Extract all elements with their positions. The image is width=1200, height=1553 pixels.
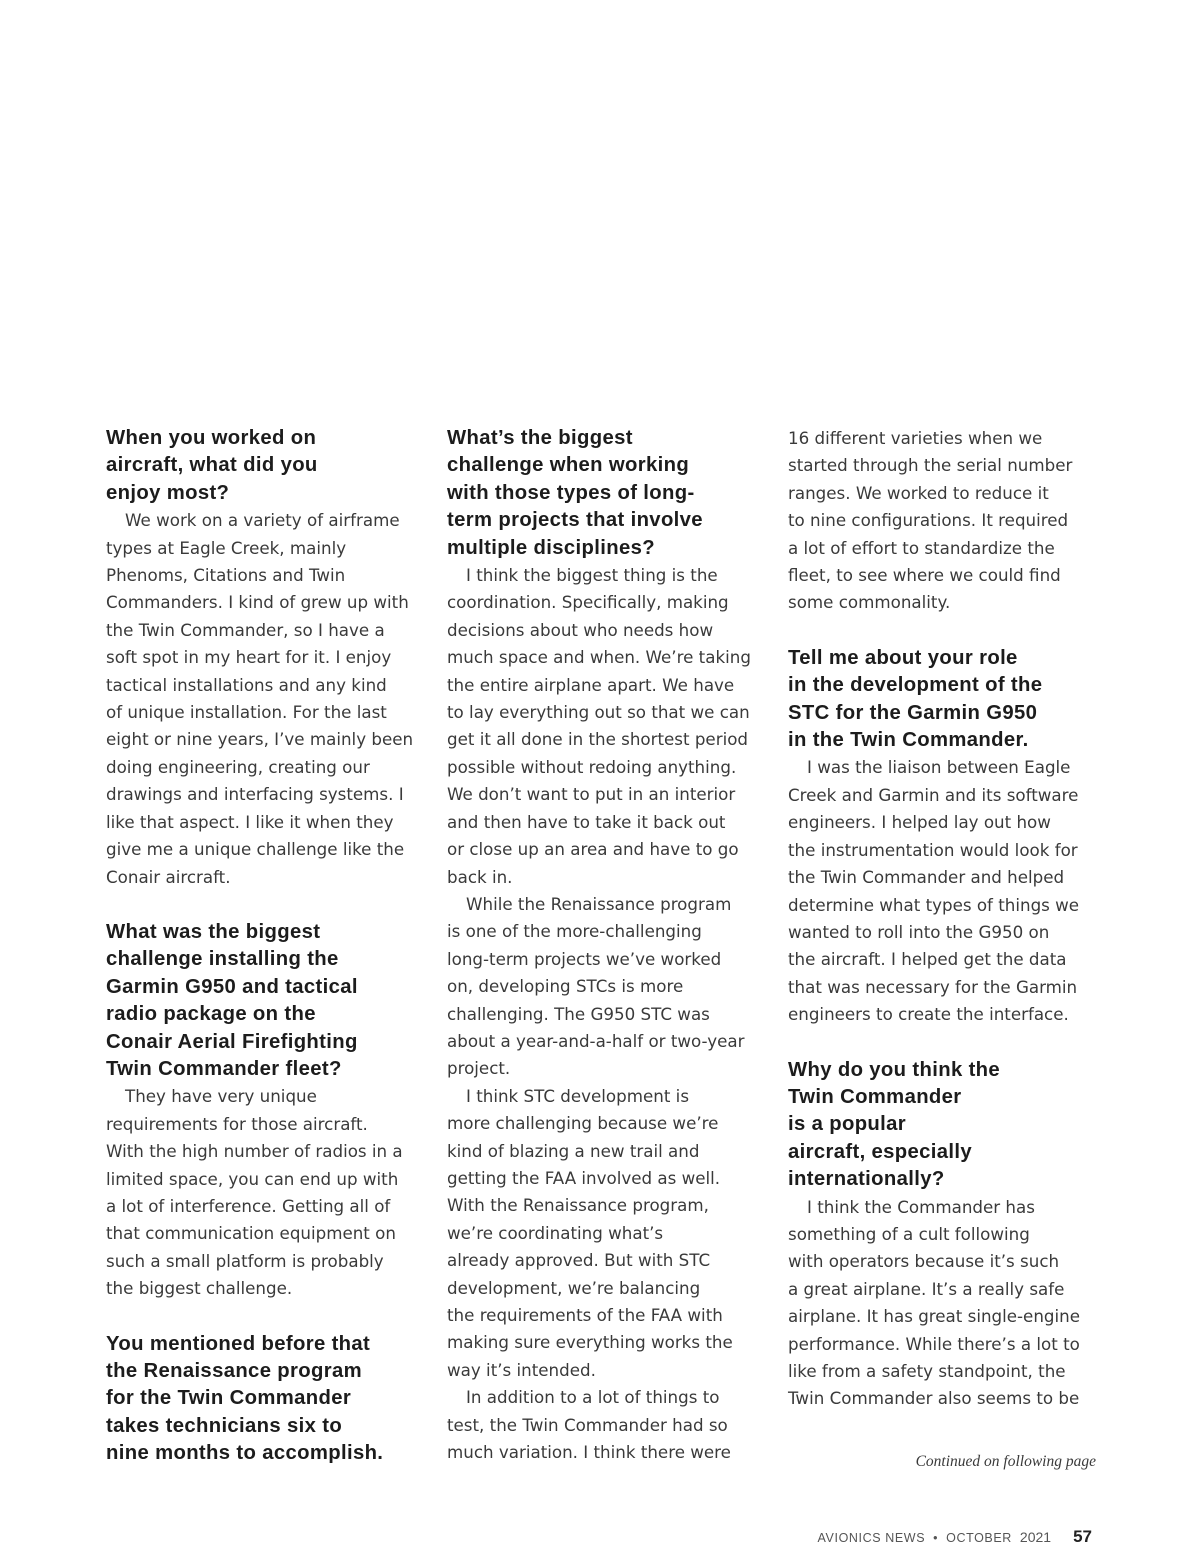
text-line: eight or nine years, I’ve mainly been [106,729,414,750]
text-line: some commonality. [788,592,951,613]
question-heading [447,425,749,562]
text-line: internationally? [788,1168,945,1191]
text-line: requirements for those aircraft. [106,1113,368,1134]
text-line: ranges. We worked to reduce it [788,482,1049,503]
text-line: You mentioned before that [106,1332,371,1355]
text-line: the instrumentation would look for [788,839,1078,860]
text-line: aircraft, what did you [106,454,318,477]
text-line: with operators because it’s such [788,1251,1060,1272]
text-line: determine what types of things we [788,894,1080,915]
text-line: fleet, to see where we could find [788,565,1061,586]
text-line: or close up an area and have to go [447,839,739,860]
question-heading [788,645,1090,755]
text-line: a lot of interference. Getting all of [106,1195,391,1216]
text-line: project. [447,1058,511,1079]
text-line: Conair Aerial Firefighting [106,1030,358,1053]
question-heading [106,919,408,1083]
text-line: limited space, you can end up with [106,1168,399,1189]
text-line: What was the biggest [106,920,321,943]
text-line: When you worked on [106,427,317,449]
text-line: airplane. It has great single-engine [788,1306,1080,1327]
text-line: of unique installation. For the last [106,702,387,723]
text-line: more challenging because we’re [447,1113,719,1134]
text-line: on, developing STCs is more [447,976,684,997]
text-line: about a year-and-a-half or two-year [447,1030,745,1051]
text-line: nine months to accomplish. [106,1442,384,1465]
column-3 [788,425,1090,1413]
text-line: With the Renaissance program, [447,1195,709,1216]
text-line: Phenoms, Citations and Twin [106,565,346,586]
answer-paragraph [447,1384,749,1466]
text-line: that communication equipment on [106,1223,396,1244]
text-line: With the high number of radios in a [106,1141,403,1162]
answer-paragraph [447,1083,749,1384]
text-line: a lot of effort to standardize the [788,537,1055,558]
text-line: possible without redoing anything. [447,756,737,777]
text-line: in the development of the [788,674,1043,697]
text-line: Conair aircraft. [106,866,231,887]
text-line: While the Renaissance program [466,893,732,914]
text-line: engineers. I helped lay out how [788,812,1051,833]
text-line: the Renaissance program [106,1360,363,1382]
text-line: tactical installations and any kind [106,674,387,695]
text-line: radio package on the [106,1003,316,1026]
answer-paragraph-continued [788,425,1090,617]
text-line: STC for the Garmin G950 [788,701,1038,724]
text-line: is one of the more-challenging [447,921,702,942]
answer-paragraph [788,754,1090,1028]
text-line: doing engineering, creating our [106,756,370,777]
question-heading [106,425,408,507]
text-line: much space and when. We’re taking [447,647,751,668]
text-line: Commanders. I kind of grew up with [106,592,409,613]
text-line: challenging. The G950 STC was [447,1003,710,1024]
text-line: term projects that involve [447,509,703,532]
text-line: Twin Commander [788,1085,962,1108]
text-line: I think STC development is [466,1085,690,1106]
text-line: soft spot in my heart for it. I enjoy [106,647,392,668]
text-line: getting the FAA involved as well. [447,1167,721,1188]
text-line: wanted to roll into the G950 on [788,921,1050,942]
text-line: development, we’re balancing [447,1277,701,1298]
text-line: decisions about who needs how [447,619,714,640]
text-line: long-term projects we’ve worked [447,948,722,969]
text-line: kind of blazing a new trail and [447,1140,700,1161]
text-line: challenge installing the [106,948,339,971]
text-line: to lay everything out so that we can [447,702,750,723]
issue-year: 2021 [1019,1529,1052,1545]
answer-paragraph [447,562,749,891]
text-line: the aircraft. I helped get the data [788,949,1067,970]
text-line: way it’s intended. [447,1359,596,1380]
text-line: give me a unique challenge like the [106,839,405,860]
text-line: the requirements of the FAA with [447,1305,723,1325]
text-line: we’re coordinating what’s [447,1222,664,1243]
text-line: Creek and Garmin and its software [788,784,1079,805]
answer-paragraph [106,507,414,891]
answer-paragraph [447,891,749,1083]
page-number: 57 [1073,1527,1092,1546]
text-line: What’s the biggest [447,427,633,449]
question-heading [788,1057,1090,1194]
text-line: I think the Commander has [807,1196,1035,1217]
text-line: already approved. But with STC [447,1250,711,1271]
page-footer [818,1527,1092,1547]
text-line: takes technicians six to [106,1414,343,1437]
text-line: for the Twin Commander [106,1387,352,1410]
text-line: aircraft, especially [788,1140,973,1163]
continued-note: Continued on following page [915,1453,1096,1470]
text-line: the Twin Commander, so I have a [106,619,385,640]
text-line: much variation. I think there were [447,1442,731,1463]
text-line: enjoy most? [106,481,230,504]
text-line: making sure everything works the [447,1332,733,1353]
text-line: engineers to create the interface. [788,1004,1069,1025]
text-line: like that aspect. I like it when they [106,811,394,832]
text-line: like from a safety standpoint, the [788,1361,1066,1381]
column-2 [447,425,749,1466]
issue-month: OCTOBER [946,1531,1012,1545]
text-line: and then have to take it back out [447,811,726,832]
text-line: a great airplane. It’s a really safe [788,1278,1065,1299]
text-line: types at Eagle Creek, mainly [106,537,347,558]
text-line: the biggest challenge. [106,1278,293,1299]
text-line: Twin Commander also seems to be [788,1388,1080,1409]
text-line: They have very unique [125,1086,317,1107]
answer-paragraph [106,1083,408,1302]
column-1 [106,425,414,1468]
text-line: to nine configurations. It required [788,510,1069,531]
text-line: such a small platform is probably [106,1250,384,1271]
text-line: Tell me about your role [788,646,1018,669]
text-line: the entire airplane apart. We have [447,674,735,695]
text-line: 16 different varieties when we [788,428,1043,448]
text-line: that was necessary for the Garmin [788,976,1078,997]
text-line: get it all done in the shortest period [447,729,749,750]
publication-name: AVIONICS NEWS [817,1531,926,1545]
text-line: coordination. Specifically, making [447,592,729,613]
text-line: In addition to a lot of things to [466,1387,720,1408]
text-line: is a popular [788,1113,907,1136]
text-line: back in. [447,866,513,887]
text-line: started through the serial number [788,455,1073,476]
text-line: Why do you think the [788,1058,1001,1081]
text-line: drawings and interfacing systems. I [106,784,404,805]
text-line: Garmin G950 and tactical [106,975,358,998]
text-line: We don’t want to put in an interior [447,784,736,805]
text-line: multiple disciplines? [447,536,655,559]
text-line: something of a cult following [788,1223,1030,1244]
text-line: Twin Commander fleet? [106,1057,342,1080]
text-line: I was the liaison between Eagle [807,757,1071,778]
text-line: with those types of long- [447,481,695,504]
text-line: the Twin Commander and helped [788,867,1065,888]
text-line: test, the Twin Commander had so [447,1414,728,1435]
text-line: We work on a variety of airframe [125,510,400,531]
question-heading [106,1331,408,1468]
answer-paragraph [788,1194,1090,1413]
text-line: in the Twin Commander. [788,729,1029,752]
text-line: challenge when working [447,454,690,477]
footer-separator: • [933,1531,939,1545]
text-line: performance. While there’s a lot to [788,1333,1080,1354]
text-line: I think the biggest thing is the [466,565,718,586]
